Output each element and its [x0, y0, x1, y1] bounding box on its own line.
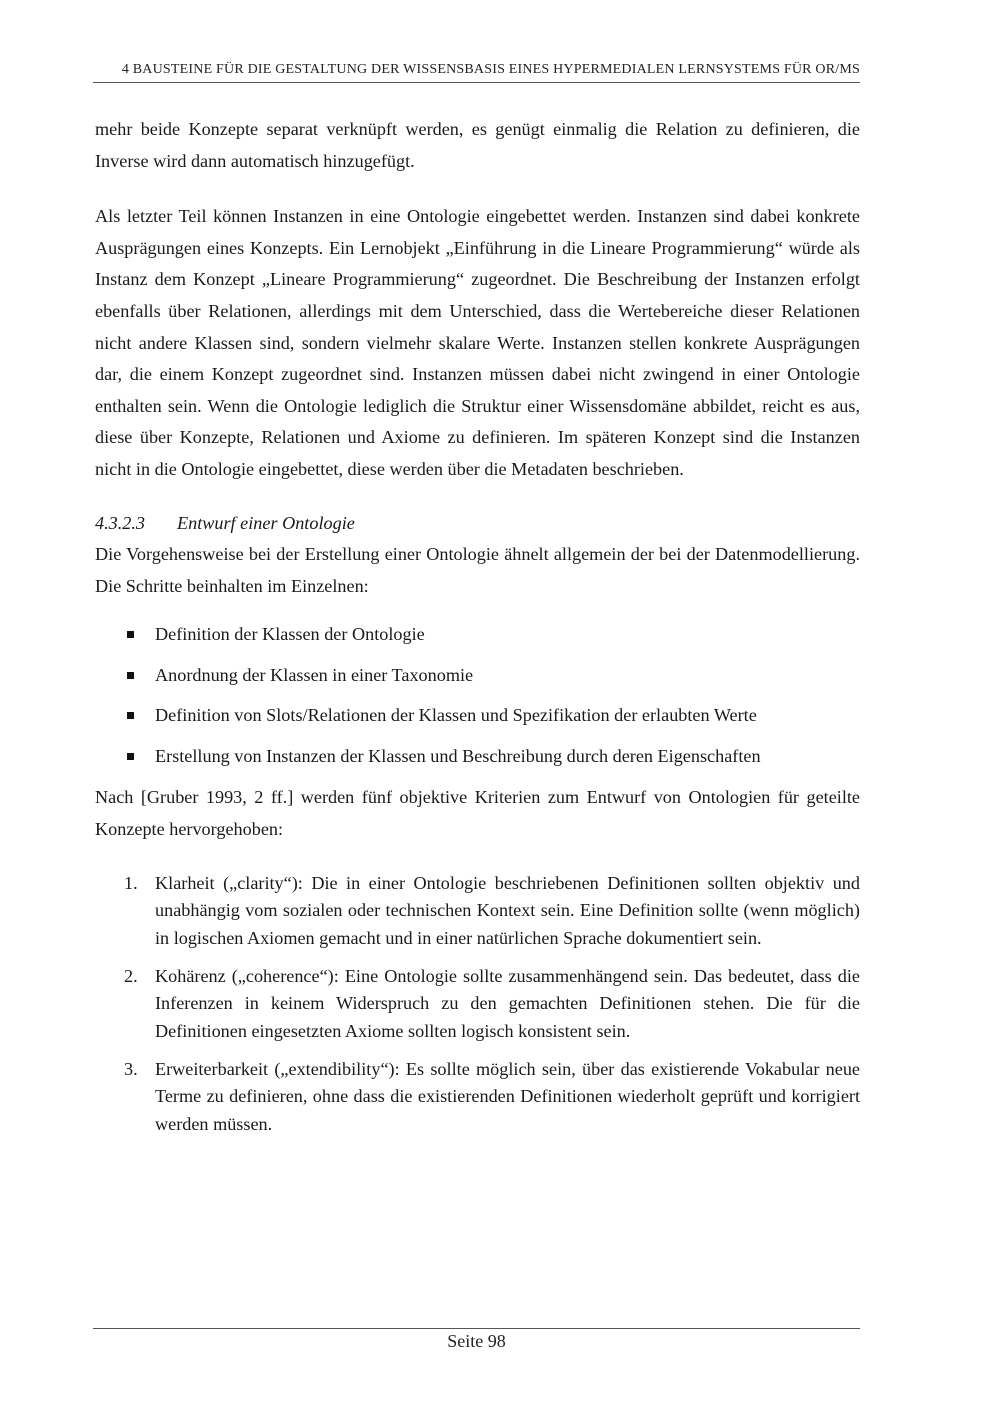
list-item-text: Definition von Slots/Relationen der Klassen und Spezifikation der erlaubten Werte	[155, 705, 757, 726]
list-item-text: Definition der Klassen der Ontologie	[155, 624, 425, 645]
list-item	[95, 701, 860, 729]
square-bullet-icon	[127, 672, 134, 679]
square-bullet-icon	[127, 753, 134, 760]
list-item-text: Anordnung der Klassen in einer Taxonomie	[155, 664, 474, 685]
list-item	[95, 742, 860, 770]
list-item	[95, 620, 860, 648]
steps-list	[95, 620, 860, 770]
running-header: 4 BAUSTEINE FÜR DIE GESTALTUNG DER WISSENSBASIS EINES HYPERMEDIALEN LERNSYSTEMS FÜR OR/MS	[121, 62, 860, 77]
footer-divider	[93, 1328, 860, 1329]
header-divider	[93, 82, 860, 83]
square-bullet-icon	[127, 712, 134, 719]
section-title: Entwurf einer Ontologie	[177, 512, 355, 533]
criteria-list	[95, 870, 860, 1139]
criterion-item	[95, 870, 860, 953]
paragraph-procedure: Die Vorgehensweise bei der Erstellung einer Ontologie ähnelt allgemein der bei der Datenmodellierung. Die Schritte beinhalten im Einzelnen:	[95, 544, 860, 596]
criterion-number: 2.	[124, 965, 138, 986]
criterion-text: Klarheit („clarity“): Die in einer Ontologie beschriebenen Definitionen sollten objektiv und unabhängig vom sozialen oder technischen Kontext sein. Eine Definition sollte (wenn möglich) in logischen Axiomen gemacht und in einer natürlichen Sprache dokumentiert sein.	[155, 872, 860, 948]
criterion-item	[95, 963, 860, 1046]
square-bullet-icon	[127, 631, 134, 638]
paragraph-instances: Als letzter Teil können Instanzen in eine Ontologie eingebettet werden. Instanzen sind dabei konkrete Ausprägungen eines Konzepts. Ein Lernobjekt „Einführung in die Lineare Programmierung“ würde als Instanz dem Konzept „Lineare Programmierung“ zugeordnet. Die Beschreibung der Instanzen erfolgt ebenfalls über Relationen, allerdings mit dem Unterschied, dass die Wertebereiche dieser Relationen nicht andere Klassen sind, sondern vielmehr skalare Werte. Instanzen stellen konkrete Ausprägungen dar, die einem Konzept zugeordnet sind. Instanzen müssen dabei nicht zwingend in einer Ontologie enthalten sein. Wenn die Ontologie lediglich die Struktur einer Wissensdomäne abbildet, reicht es aus, diese über Konzepte, Relationen und Axiome zu definieren. Im späteren Konzept sind die Instanzen nicht in die Ontologie eingebettet, diese werden über die Metadaten beschrieben.	[95, 206, 860, 479]
criterion-text: Erweiterbarkeit („extendibility“): Es sollte möglich sein, über das existierende Vokabular neue Terme zu definieren, ohne dass die existierenden Definitionen wiederholt geprüft und korrigiert werden müssen.	[155, 1058, 860, 1134]
list-item-text: Erstellung von Instanzen der Klassen und Beschreibung durch deren Eigenschaften	[155, 745, 761, 766]
criterion-number: 3.	[124, 1058, 138, 1079]
criterion-number: 1.	[124, 872, 138, 893]
paragraph-gruber-criteria: Nach [Gruber 1993, 2 ff.] werden fünf objektive Kriterien zum Entwurf von Ontologien für geteilte Konzepte hervorgehoben:	[95, 787, 860, 839]
criterion-item	[95, 1056, 860, 1139]
criterion-text: Kohärenz („coherence“): Eine Ontologie sollte zusammenhängend sein. Das bedeutet, dass die Inferenzen in keinem Widerspruch zu den gemachten Definitionen stehen. Die für die Definitionen eingesetzten Axiome sollten logisch konsistent sein.	[155, 965, 860, 1041]
page-number: Seite 98	[447, 1331, 506, 1351]
section-number: 4.3.2.3	[95, 512, 146, 533]
page-body	[95, 114, 860, 1149]
list-item	[95, 661, 860, 689]
paragraph-relation-inverse: mehr beide Konzepte separat verknüpft werden, es genügt einmalig die Relation zu definieren, die Inverse wird dann automatisch hinzugefügt.	[95, 119, 860, 171]
section-heading	[95, 508, 860, 540]
